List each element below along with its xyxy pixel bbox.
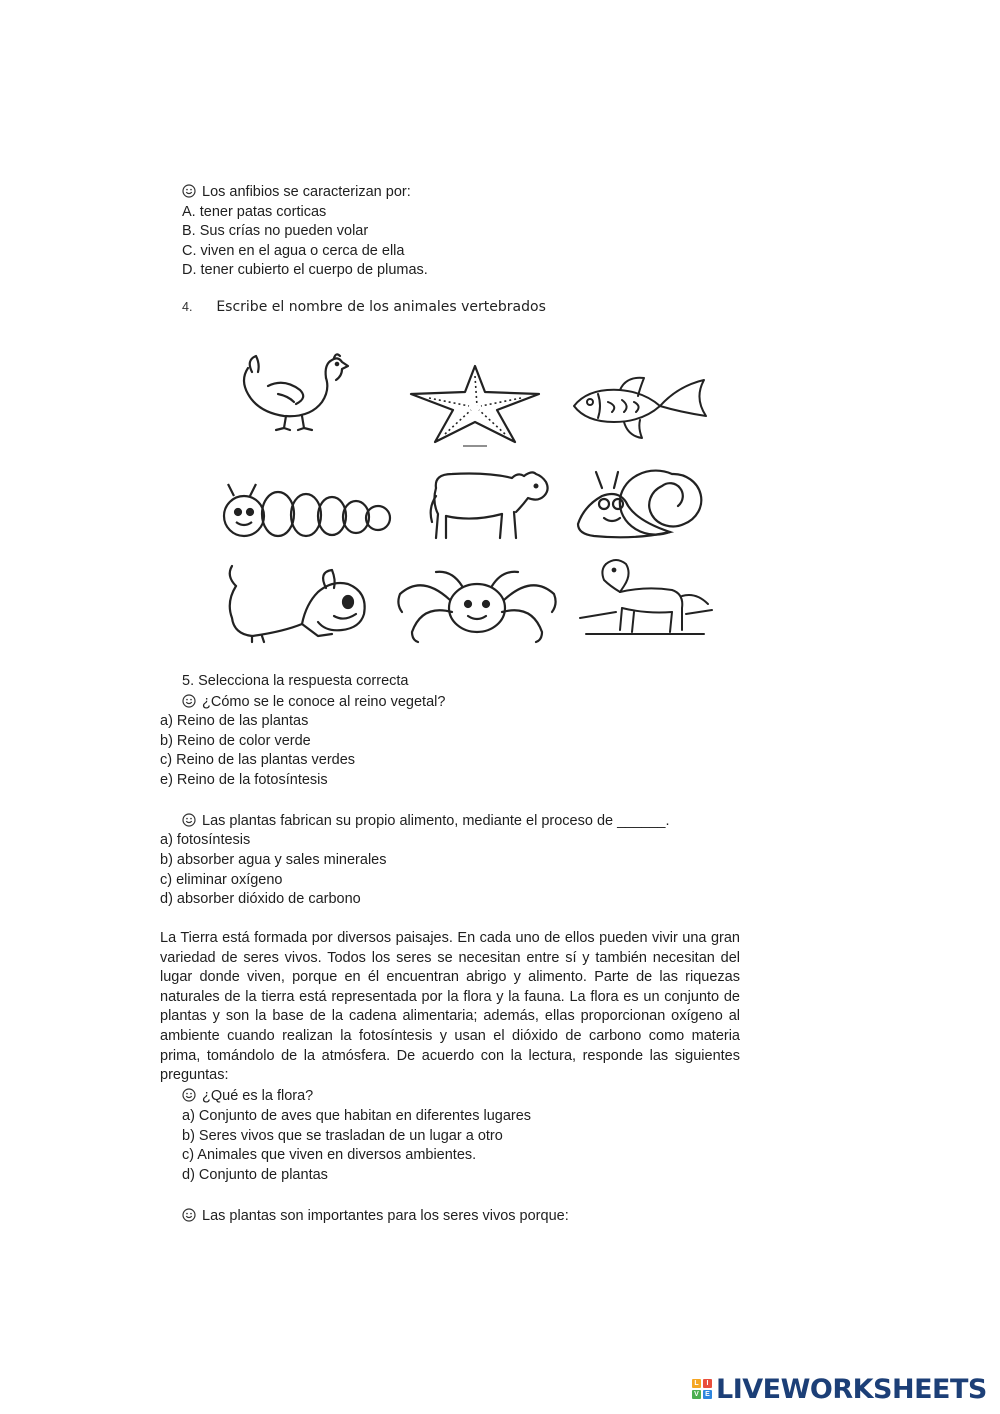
- question-photosynthesis-stem: [182, 812, 670, 830]
- liveworksheets-logo: [692, 1374, 987, 1404]
- amphibians-option-a: A. tener patas corticas: [182, 204, 327, 220]
- photosynthesis-stem-text: Las plantas fabrican su propio alimento, mediante el proceso de ______.: [202, 813, 670, 829]
- q5-option-b: b) Reino de color verde: [160, 733, 311, 749]
- flora-option-a: a) Conjunto de aves que habitan en diferentes lugares: [182, 1108, 532, 1124]
- amphibians-stem-text: Los anfibios se caracterizan por:: [202, 184, 411, 200]
- flora-option-b: b) Seres vivos que se trasladan de un lugar a otro: [182, 1128, 503, 1144]
- bull-image: [428, 468, 552, 542]
- photosynthesis-option-c: c) eliminar oxígeno: [160, 872, 283, 888]
- flora-stem-text: ¿Qué es la flora?: [202, 1088, 314, 1104]
- logo-block-v: V: [692, 1390, 701, 1399]
- smiley-icon: [182, 694, 196, 708]
- reading-paragraph: La Tierra está formada por diversos paisajes. En cada uno de ellos pueden vivir una gran variedad de seres vivos. Todos los seres se necesitan entre sí y también necesitan del lugar donde viven, porque en él encuentran abrigo y alimento. Parte de las riquezas naturales de la tierra está representada por la flora y la fauna. La flora es un conjunto de plantas y son la base de la cadena alimentaria; además, ellas proporcionan oxígeno al ambiente cuando realizan la fotosíntesis y usan el dióxido de carbono como materia prima, tomándolo de la atmósfera. De acuerdo con la lectura, responde las siguientes preguntas:: [160, 930, 740, 1084]
- puppy-image: [222, 562, 376, 644]
- fish-image: [568, 372, 710, 444]
- q5-option-a: a) Reino de las plantas: [160, 713, 309, 729]
- amphibians-option-d: D. tener cubierto el cuerpo de plumas.: [182, 262, 428, 278]
- logo-block-l: L: [692, 1379, 701, 1388]
- hen-image: [238, 350, 353, 435]
- horse-image: [576, 556, 714, 640]
- starfish-image: [405, 362, 545, 448]
- smiley-icon: [182, 184, 196, 198]
- logo-block-e: E: [703, 1390, 712, 1399]
- question-4: [182, 297, 546, 316]
- amphibians-option-b: B. Sus crías no pueden volar: [182, 223, 369, 239]
- question-5-stem: [182, 693, 445, 711]
- q5-option-c: c) Reino de las plantas verdes: [160, 752, 356, 768]
- logo-block-i: I: [703, 1379, 712, 1388]
- logo-text: LIVEWORKSHEETS: [716, 1373, 987, 1405]
- flora-option-d: d) Conjunto de plantas: [182, 1167, 328, 1183]
- question-4-text: Escribe el nombre de los animales vertebrados: [216, 299, 546, 315]
- snail-image: [574, 466, 714, 542]
- question-5-title: 5. Selecciona la respuesta correcta: [182, 673, 409, 689]
- photosynthesis-option-d: d) absorber dióxido de carbono: [160, 891, 361, 907]
- question-importance-stem: [182, 1207, 569, 1225]
- smiley-icon: [182, 813, 196, 827]
- question-flora-stem: [182, 1087, 313, 1105]
- logo-blocks-icon: [692, 1379, 712, 1399]
- smiley-icon: [182, 1088, 196, 1102]
- amphibians-option-c: C. viven en el agua o cerca de ella: [182, 243, 405, 259]
- smiley-icon: [182, 1208, 196, 1222]
- q5-option-e: e) Reino de la fotosíntesis: [160, 772, 328, 788]
- question-amphibians-stem: [182, 183, 411, 201]
- question-5-stem-text: ¿Cómo se le conoce al reino vegetal?: [202, 694, 446, 710]
- question-4-number: 4.: [182, 300, 193, 314]
- flora-option-c: c) Animales que viven en diversos ambientes.: [182, 1147, 477, 1163]
- spider-image: [392, 564, 562, 644]
- photosynthesis-option-a: a) fotosíntesis: [160, 832, 251, 848]
- caterpillar-image: [220, 480, 396, 542]
- importance-stem-text: Las plantas son importantes para los seres vivos porque:: [202, 1208, 569, 1224]
- photosynthesis-option-b: b) absorber agua y sales minerales: [160, 852, 387, 868]
